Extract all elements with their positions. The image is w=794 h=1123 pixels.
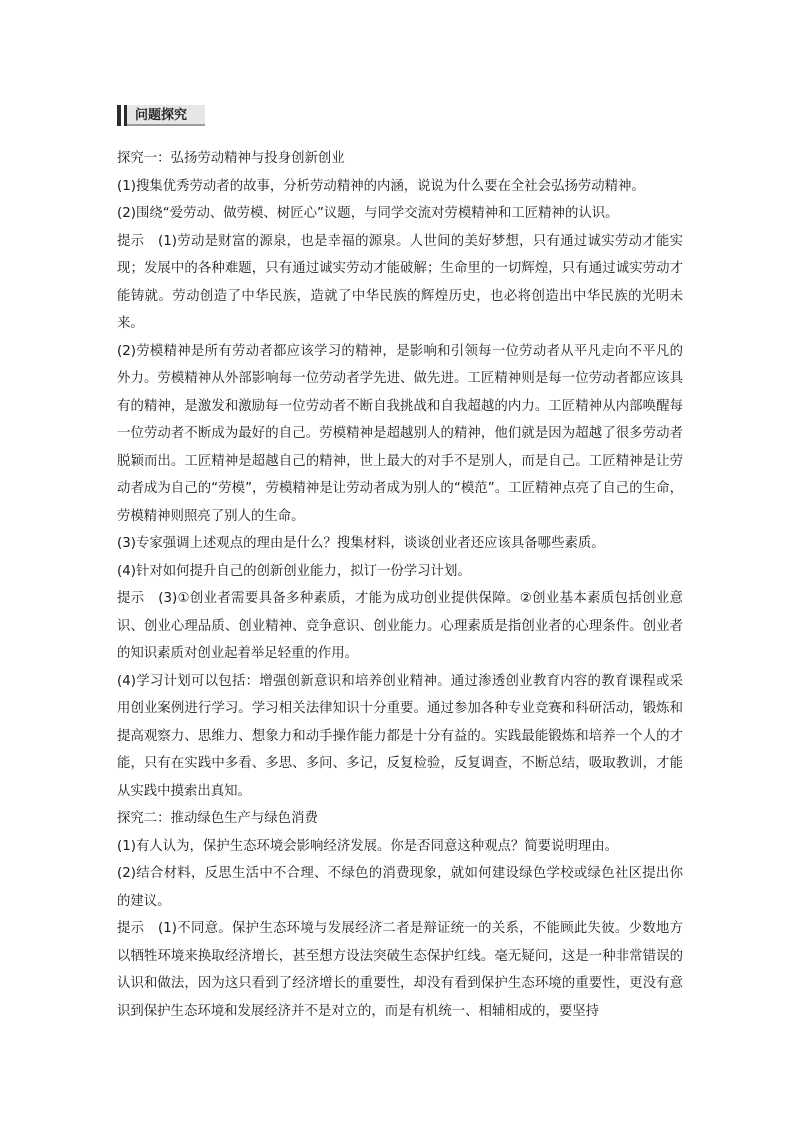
inquiry-heading: 探究二：推动绿色生产与绿色消费 bbox=[117, 811, 318, 826]
hint-paragraph: 提示 (3)①创业者需要具备多种素质，才能为成功创业提供保障。②创业基本素质包括创业意识、创业心理品质、创业精神、竞争意识、创业能力。心理素质是指创业者的心理条件。创业者的知识素质对创业起着举足轻重的作用。 bbox=[117, 591, 683, 661]
question-paragraph: (4)针对如何提升自己的创新创业能力，拟订一份学习计划。 bbox=[117, 563, 471, 579]
answer-paragraph: (4)学习计划可以包括：增强创新意识和培养创业精神。通过渗透创业教育内容的教育课程或采用创业案例进行学习。学习相关法律知识十分重要。通过参加各种专业竞赛和科研活动，锻炼和提高观察力、思维力、想象力和动手操作能力都是十分有益的。实践最能锻炼和培养一个人的才能，只有在实践中多看、多思、多问、多记，反复检验，反复调查，不断总结，吸取教训，才能从实践中摸索出真知。 bbox=[117, 673, 683, 799]
hint-paragraph: 提示 (1)劳动是财富的源泉，也是幸福的源泉。人世间的美好梦想，只有通过诚实劳动才能实现；发展中的各种难题，只有通过诚实劳动才能破解；生命里的一切辉煌，只有通过诚实劳动才能铸就。劳动创造了中华民族，造就了中华民族的辉煌历史，也必将创造出中华民族的光明未来。 bbox=[117, 233, 683, 331]
question-paragraph: (2)结合材料，反思生活中不合理、不绿色的消费现象，就如何建设绿色学校或绿色社区提出你的建议。 bbox=[117, 866, 683, 909]
question-paragraph: (3)专家强调上述观点的理由是什么？搜集材料，谈谈创业者还应该具备哪些素质。 bbox=[117, 536, 605, 551]
document-body bbox=[117, 145, 683, 1025]
question-paragraph: (1)有人认为，保护生态环境会影响经济发展。你是否同意这种观点？简要说明理由。 bbox=[117, 838, 619, 854]
question-paragraph: (1)搜集优秀劳动者的故事，分析劳动精神的内涵，说说为什么要在全社会弘扬劳动精神。 bbox=[117, 178, 645, 194]
section-header bbox=[117, 105, 205, 126]
hint-paragraph: 提示 (1)不同意。保护生态环境与发展经济二者是辩证统一的关系，不能顾此失彼。少数地方以牺牲环境来换取经济增长，甚至想方设法突破生态保护红线。毫无疑问，这是一种非常错误的认识和做法，因为这只看到了经济增长的重要性，却没有看到保护生态环境的重要性，更没有意识到保护生态环境和发展经济并不是对立的，而是有机统一、相辅相成的，要坚持 bbox=[117, 921, 683, 1019]
question-paragraph: (2)围绕“爱劳动、做劳模、树匠心”议题，与同学交流对劳模精神和工匠精神的认识。 bbox=[117, 206, 619, 221]
inquiry-heading: 探究一：弘扬劳动精神与投身创新创业 bbox=[117, 151, 345, 166]
answer-paragraph: (2)劳模精神是所有劳动者都应该学习的精神，是影响和引领每一位劳动者从平凡走向不平凡的外力。劳模精神从外部影响每一位劳动者学先进、做先进。工匠精神则是每一位劳动者都应该具有的精神，是激发和激励每一位劳动者不断自我挑战和自我超越的内力。工匠精神从内部唤醒每一位劳动者不断成为最好的自己。劳模精神是超越别人的精神，他们就是因为超越了很多劳动者脱颖而出。工匠精神是超越自己的精神，世上最大的对手不是别人，而是自己。工匠精神是让劳动者成为自己的“劳模”，劳模精神是让劳动者成为别人的“模范”。工匠精神点亮了自己的生命，劳模精神则照亮了别人的生命。 bbox=[117, 343, 683, 524]
section-title: 问题探究 bbox=[127, 105, 205, 126]
